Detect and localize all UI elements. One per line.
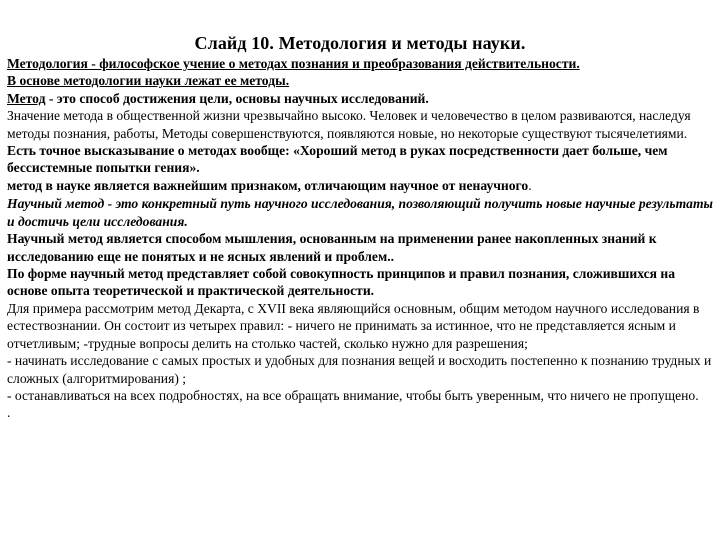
paragraph-descartes-method: Для примера рассмотрим метод Декарта, с XVII века являющийся основным, общим методом научного исследования в естествознании. Он состоит из четырех правил: - ничего не принимать за истинное, что не представляется ясным и отчетливым; -трудные вопросы делить на столько частей, сколько нужно для разрешения; <box>7 300 700 351</box>
paragraph-rule-details: - останавливаться на всех подробностях, на все обращать внимание, чтобы быть уверенным, что ничего не пропущено. <box>7 387 699 403</box>
method-term: Метод <box>7 90 46 106</box>
slide-body <box>7 55 713 422</box>
paragraph-trailing-dot: . <box>7 405 11 421</box>
paragraph-quote: Есть точное высказывание о методах вообще: «Хороший метод в руках посредственности дает больше, чем бессистемные попытки гения». <box>7 143 668 176</box>
slide-title: Слайд 10. Методология и методы науки. <box>194 33 526 53</box>
paragraph-methodology-basis: В основе методологии науки лежат ее методы. <box>7 73 290 89</box>
science-sign-text: метод в науке является важнейшим признаком, отличающим научное от ненаучного <box>7 177 529 193</box>
paragraph-science-sign <box>7 177 713 196</box>
paragraph-form-of-method: По форме научный метод представляет собой совокупность принципов и правил познания, сложившихся на основе опыта теоретической и практической деятельности. <box>7 266 676 299</box>
paragraph-rule-simple-to-complex: - начинать исследование с самых простых и удобных для познания вещей и восходить постепенно к познанию трудных и сложных (алгоритмирования) ; <box>7 353 712 386</box>
paragraph-way-of-thinking: Научный метод является способом мышления, основанным на применении ранее накопленных знаний к исследованию еще не понятых и не ясных явлений и проблем.. <box>7 231 657 264</box>
paragraph-scientific-method-definition: Научный метод - это конкретный путь научного исследования, позволяющий получить новые научные результаты и достичь цели исследования. <box>7 196 713 229</box>
paragraph-method-importance: Значение метода в общественной жизни чрезвычайно высоко. Человек и человечество в целом развиваются, наследуя методы познания, работы, Методы совершенствуются, появляются новые, но некоторые существуют тысячелетиями. <box>7 108 691 141</box>
method-definition-text: - это способ достижения цели, основы научных исследований. <box>45 90 429 106</box>
paragraph-methodology-definition: Методология - философское учение о методах познания и преобразования действительности. <box>7 56 580 71</box>
science-sign-period: . <box>528 177 532 193</box>
paragraph-method-definition <box>7 90 713 107</box>
